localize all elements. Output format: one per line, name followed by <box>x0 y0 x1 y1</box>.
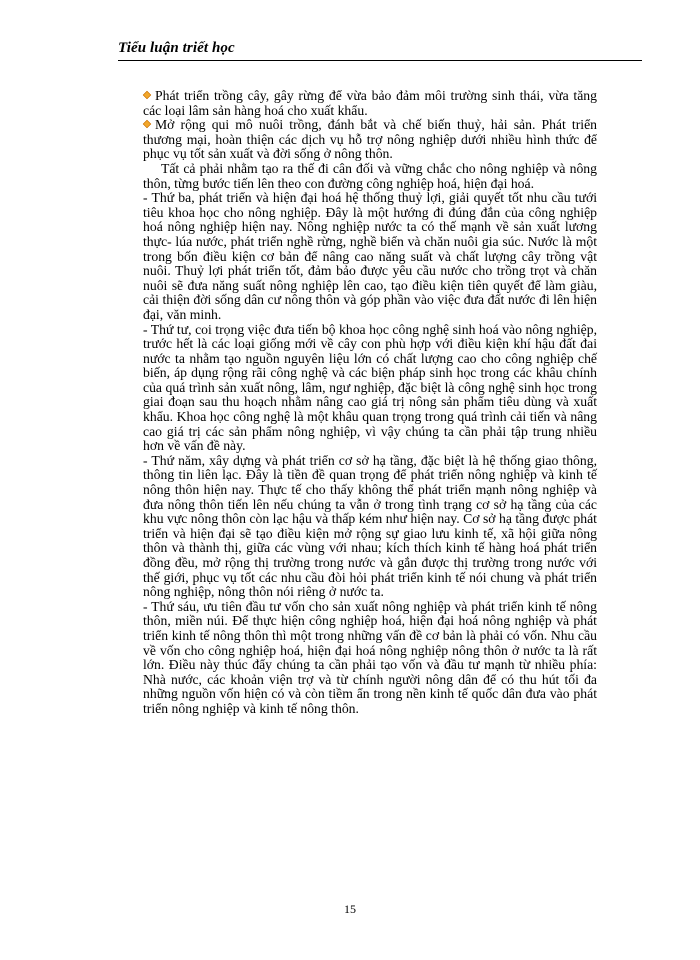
paragraph-fifth: - Thứ năm, xây dựng và phát triển cơ sở hạ tầng, đặc biệt là hệ thống giao thông, thông tin liên lạc. Đây là tiền đề quan trọng để phát triển nông nghiệp và kinh tế nông thôn hiện nay. Thực tế cho thấy không thể phát triển mạnh nông nghiệp và đưa nông thôn tiến lên nếu chúng ta vẫn ở trong tình trạng cơ sở hạ tầng của các khu vực nông thôn còn lạc hậu và thấp kém như hiện nay. Cơ sở hạ tầng được phát triển và hiện đại sẽ tạo điều kiện mở rộng sự giao lưu kinh tế, xã hội giữa nông thôn và thành thị, giữa các vùng với nhau; kích thích kinh tế hàng hoá phát triển đồng đều, mở rộng thị trường trong nước và gắn được thị trường trong nước với thế giới, phục vụ tốt các nhu cầu đòi hỏi phát triển kinh tế nói chung và phát triển nông nghiệp, nông thôn nói riêng ở nước ta. <box>143 452 597 600</box>
paragraph-fourth: - Thứ tư, coi trọng việc đưa tiến bộ khoa học công nghệ sinh hoá vào nông nghiệp, trước hết là các loại giống mới về cây con phù hợp với điều kiện khí hậu đất đai nước ta nhằm tạo nguồn nguyên liệu lớn có chất lượng cao cho công nghiệp chế biến, áp dụng rộng rãi công nghệ và các biện pháp sinh học trong các khâu chính của quá trình sản xuất nông, lâm, ngư nghiệp, đặc biệt là công nghệ sinh học trong giai đoạn sau thu hoạch nhằm nâng cao giá trị nông sản phẩm tiêu dùng và xuất khẩu. Khoa học công nghệ là một khâu quan trọng trong quá trình cải tiến và nâng cao giá trị các sản phẩm nông nghiệp, vì vậy chúng ta cần phải tập trung nhiều hơn về vấn đề này. <box>143 321 597 454</box>
diamond-bullet-icon <box>143 120 151 128</box>
document-body <box>143 89 597 717</box>
diamond-bullet-icon <box>143 91 151 99</box>
paragraph-bullet-1 <box>143 89 597 118</box>
paragraph-third: - Thứ ba, phát triển và hiện đại hoá hệ thống thuỷ lợi, giải quyết tốt nhu cầu tưới tiêu khoa học cho nông nghiệp. Đây là một hướng đi đúng đắn của công nghiệp hoá nông nghiệp hiện nay. Nông nghiệp nước ta có thế mạnh về sản xuất lương thực- lúa nước, phát triển nghề rừng, nghề biển và chăn nuôi gia súc. Nước là một trong bốn điều kiện cơ bản để nâng cao năng suất và chất lượng cây trồng vật nuôi. Thuỷ lợi phát triển tốt, đảm bảo được yêu cầu nước cho trồng trọt và chăn nuôi sẽ đưa năng suất nông nghiệp lên cao, tạo điều kiện tiên quyết để làm giàu, cải thiện đời sống dân cư nông thôn và góp phần vào việc đưa đất nước đi lên hiện đại, văn minh. <box>143 190 597 322</box>
paragraph-bullet-2 <box>143 118 597 162</box>
page-header <box>118 38 642 61</box>
paragraph-text: Phát triển trồng cây, gây rừng để vừa bảo đảm môi trường sinh thái, vừa tăng các loại lâm sản hàng hoá cho xuất khẩu. <box>143 88 597 118</box>
paragraph-summary: Tất cả phải nhằm tạo ra thế đi cân đối và vững chắc cho nông nghiệp và nông thôn, từng bước tiến lên theo con đường công nghiệp hoá, hiện đại hoá. <box>143 160 597 191</box>
paragraph-sixth: - Thứ sáu, ưu tiên đầu tư vốn cho sản xuất nông nghiệp và phát triển kinh tế nông thôn, miền núi. Để thực hiện công nghiệp hoá, hiện đại hoá nông nghiệp và phát triển kinh tế nông thôn thì một trong những vấn đề cơ bản là phải có vốn. Nhu cầu về vốn cho công nghiệp hoá, hiện đại hoá nông nghiệp nông thôn ở nước ta là rất lớn. Điều này thúc đẩy chúng ta cần phải tạo vốn và đầu tư mạnh từ nhiều phía: Nhà nước, các khoản viện trợ và từ chính người nông dân để có thu hút tối đa những nguồn vốn hiện có và còn tiềm ẩn trong nền kinh tế quốc dân đưa vào phát triển nông nghiệp và kinh tế nông thôn. <box>143 598 597 716</box>
header-title: Tiểu luận triết học <box>118 40 235 56</box>
page-number: 15 <box>344 902 356 916</box>
paragraph-text: Mở rộng qui mô nuôi trồng, đánh bắt và chế biến thuỷ, hải sản. Phát triển thương mại, hoàn thiện các dịch vụ hỗ trợ nông nghiệp dưới nhiều hình thức để phục vụ tốt sản xuất và đời sống ở nông thôn. <box>143 117 597 162</box>
